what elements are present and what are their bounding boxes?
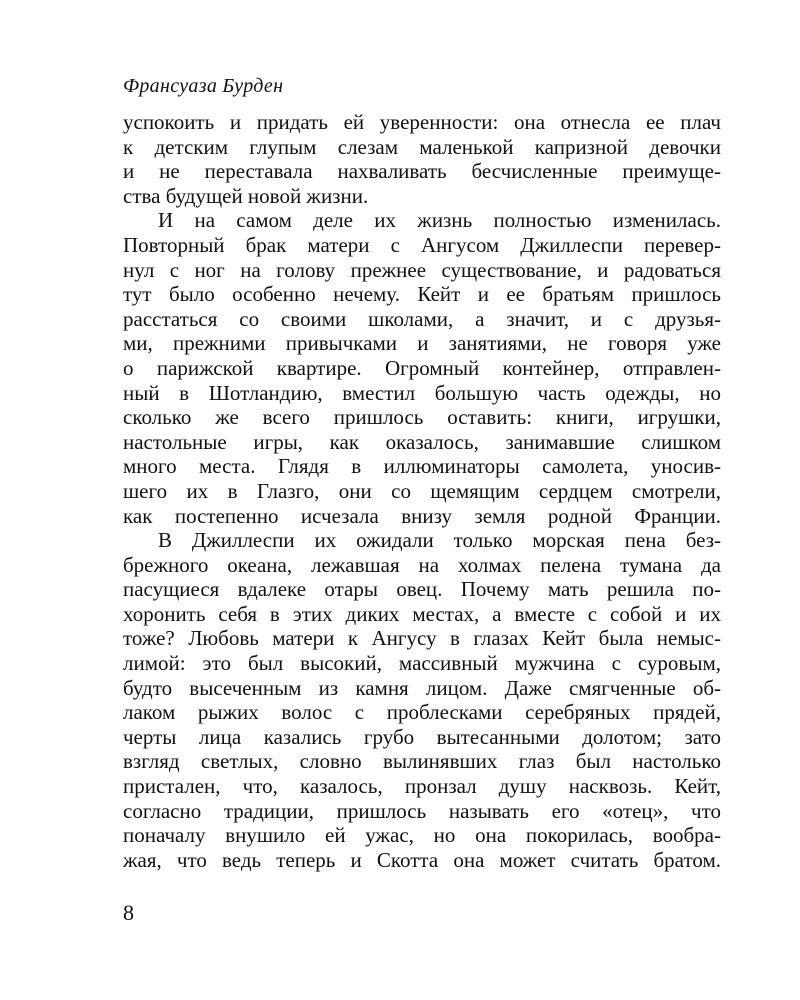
text-line: настольные игры, как оказалось, занимавшие слишком [123,429,721,454]
text-line: как постепенно исчезала внизу земля родной Франции. [123,503,721,528]
text-line: будто высеченным из камня лицом. Даже смягченные об- [123,675,721,700]
text-line: пасущиеся вдалеке отары овец. Почему мать решила по- [123,577,721,602]
text-line: ми, прежними привычками и занятиями, не говоря уже [123,331,721,356]
text-line: хоронить себя в этих диких местах, а вместе с собой и их [123,601,721,626]
page-number: 8 [123,900,134,925]
text-line: брежного океана, лежавшая на холмах пелена тумана да [123,552,721,577]
text-line: пристален, что, казалось, пронзал душу насквозь. Кейт, [123,774,721,799]
text-line: жая, что ведь теперь и Скотта она может считать братом. [123,847,721,872]
text-line: Повторный брак матери с Ангусом Джиллеспи перевер- [123,232,721,257]
text-line: взгляд светлых, словно вылинявших глаз был настолько [123,749,721,774]
text-line: согласно традиции, пришлось называть его «отец», что [123,798,721,823]
body-text [123,110,721,872]
text-line: нул с ног на голову прежнее существование, и радоваться [123,257,721,282]
text-line: поначалу внушило ей ужас, но она покорилась, вообра- [123,823,721,848]
text-line: много места. Глядя в иллюминаторы самолета, уносив- [123,454,721,479]
text-line: успокоить и придать ей уверенности: она отнесла ее плач [123,110,721,134]
text-line: к детским глупым слезам маленькой капризной девочки [123,134,721,159]
text-line: расстаться со своими школами, а значит, и с друзья- [123,306,721,331]
text-line: и не переставала нахваливать бесчисленные преимуще- [123,159,721,184]
text-line: лимой: это был высокий, массивный мужчина с суровым, [123,651,721,676]
text-line: о парижской квартире. Огромный контейнер, отправлен- [123,355,721,380]
paragraph-start-line: И на самом деле их жизнь полностью изменилась. [158,208,721,233]
running-header-author: Франсуаза Бурден [123,75,284,97]
text-line: ства будущей новой жизни. [123,183,369,208]
text-line: лаком рыжих волос с проблесками серебряных прядей, [123,700,721,725]
text-line: тут было особенно нечему. Кейт и ее братьям пришлось [123,282,721,307]
text-line: тоже? Любовь матери к Ангусу в глазах Кейт была немыс- [123,626,721,651]
paragraph-start-line: В Джиллеспи их ожидали только морская пена без- [158,528,721,553]
text-line: шего их в Глазго, они со щемящим сердцем смотрели, [123,478,721,503]
text-line: ный в Шотландию, вместил большую часть одежды, но [123,380,721,405]
text-line: сколько же всего пришлось оставить: книги, игрушки, [123,405,721,430]
text-line: черты лица казались грубо вытесанными долотом; зато [123,724,721,749]
